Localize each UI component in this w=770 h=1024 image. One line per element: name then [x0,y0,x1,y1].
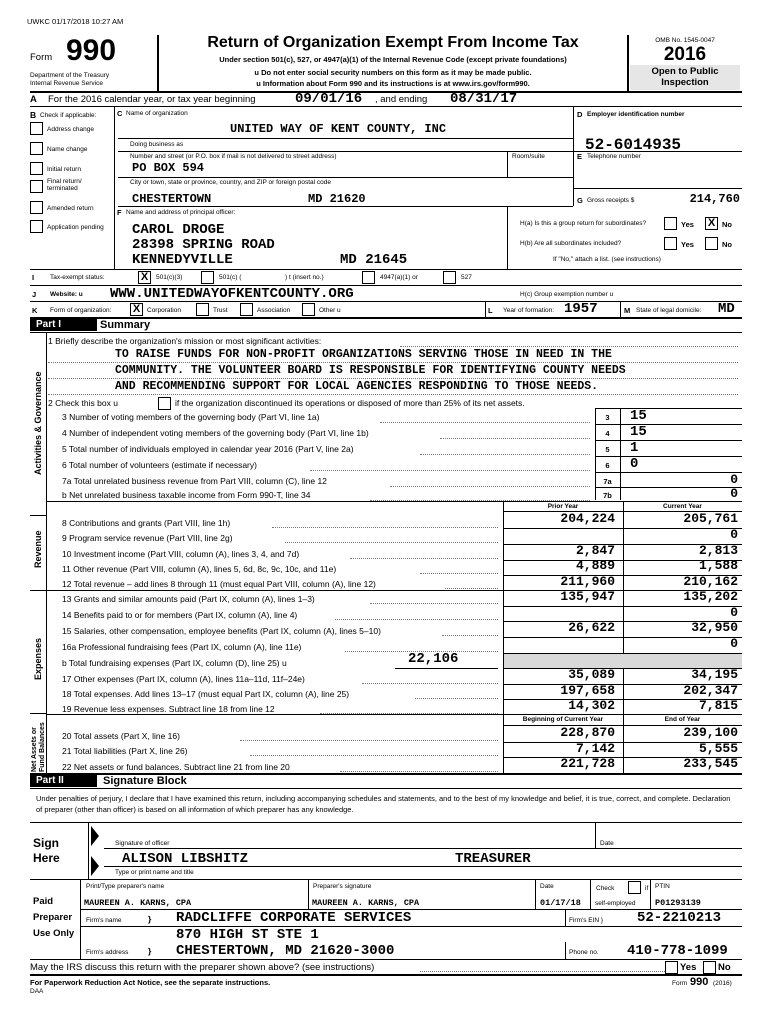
investment-income-prior[interactable]: 2,847 [575,543,615,558]
check-label: Check [596,885,615,892]
tax-year: 2016 [663,44,707,65]
check-address-change: Address change [47,126,94,133]
sig-date-label: Date [600,840,614,847]
firm-ein-label: Firm's EIN } [569,917,604,924]
total-assets-eoy[interactable]: 239,100 [683,725,738,740]
gov-line-5: 5 Total number of individuals employed in calendar year 2016 (Part V, line 2a) [62,444,354,454]
form-title: Return of Organization Exempt From Income Tax [207,34,579,51]
association-checkbox[interactable] [240,303,253,316]
discuss-no-checkbox[interactable] [703,961,716,974]
g-text: Gross receipts $ [587,197,635,204]
discuss-yes: Yes [680,962,697,973]
prep-name-label: Print/Type preparer's name [86,883,165,890]
check-final-return: Final return/ terminated [47,178,82,192]
gov-num-4: 4 [605,429,610,438]
sign-label: Sign [33,836,59,850]
check-name-change: Name change [47,146,88,153]
prep-sig-label: Preparer's signature [313,883,372,890]
rev-line-9: 9 Program service revenue (Part VIII, line 2g) [62,533,233,543]
other-label: Other u [319,307,341,314]
gov-line-3: 3 Number of voting members of the governing body (Part VI, line 1a) [62,412,320,422]
boy-header: Beginning of Current Year [522,716,604,723]
self-employed-checkbox[interactable] [628,881,641,894]
total-expenses-current[interactable]: 202,347 [683,683,738,698]
perjury-statement: Under penalties of perjury, I declare that I have examined this return, including accompanying schedules and statements, and to the best of my knowledge and belief, it is true, correct, and complete. Declaration of preparer (other than officer) is based on all information of which preparer has any knowledge. [36,794,731,814]
member-benefits-current[interactable]: 0 [730,605,738,620]
dept-treasury: Department of the Treasury [30,72,110,79]
officer-street[interactable]: 28398 SPRING ROAD [132,237,275,253]
exp-line-18: 18 Total expenses. Add lines 13–17 (must equal Part IX, column (A), line 25) [62,689,350,699]
side-net-assets-1: Net Assets or [31,727,38,772]
exp-line-19: 19 Revenue less expenses. Subtract line 18 from line 12 [62,704,275,714]
ha-no-checkbox[interactable]: X [705,217,718,230]
gov-line-7a: 7a Total unrelated business revenue from Part VIII, column (C), line 12 [62,476,327,486]
current-year-header: Current Year [663,503,702,510]
grants-paid-prior[interactable]: 135,947 [560,589,615,604]
corporation-checkbox[interactable]: X [130,303,143,316]
j-text: Website: u [50,291,83,298]
501c-label: 501(c) ( [219,274,242,281]
other-revenue-current[interactable]: 1,588 [698,558,738,573]
trust-checkbox[interactable] [196,303,209,316]
527-label: 527 [461,274,472,281]
form-word: Form [30,52,53,63]
preparer-name[interactable]: MAUREEN A. KARNS, CPA [84,898,192,908]
sign-arrow-icon [91,826,99,846]
net-line-22: 22 Net assets or fund balances. Subtract line 21 from line 20 [62,762,290,772]
officer-state-zip[interactable]: MD 21645 [340,252,408,268]
b-label: B [30,110,37,120]
preparer-ptin[interactable]: P01293139 [655,898,701,908]
revenue-less-expenses-prior[interactable]: 14,302 [568,698,615,713]
j-label: J [32,290,37,299]
fundraising-total[interactable]: 22,106 [408,651,459,667]
net-assets-eoy[interactable]: 233,545 [683,756,738,771]
exp-line-16a: 16a Professional fundraising fees (Part IX, column (A), line 11e) [62,642,302,652]
tax-year-begin[interactable]: 09/01/16 [295,91,363,107]
inspection: Inspection [661,77,709,88]
ha-yes: Yes [681,220,694,229]
501c3-label: 501(c)(3) [156,274,183,281]
exp-line-16b: b Total fundraising expenses (Part IX, column (D), line 25) u [62,658,287,668]
c-text: Name of organization [126,110,188,117]
officer-city[interactable]: KENNEDYVILLE [132,252,233,268]
ha-question: H(a) Is this a group return for subordinates? [520,220,647,227]
program-revenue-current[interactable]: 0 [730,527,738,542]
street-label: Number and street (or P.O. box if mail is not delivered to street address) [130,153,337,160]
contributions-prior[interactable]: 204,224 [560,511,615,526]
org-name[interactable]: UNITED WAY OF KENT COUNTY, INC [230,122,447,136]
line2-text-a: 2 Check this box u [48,398,118,408]
exp-line-14: 14 Benefits paid to or for members (Part IX, column (A), line 4) [62,610,298,620]
total-liabilities-boy[interactable]: 7,142 [575,741,615,756]
line-a-label: A [30,94,37,105]
rev-line-12: 12 Total revenue – add lines 8 through 11 (must equal Part VIII, column (A), line 12) [62,579,376,589]
firm-address-label: Firm's address [86,949,129,956]
address-bracket-icon: } [148,946,152,956]
501c3-checkbox[interactable]: X [138,271,151,284]
name-change-checkbox[interactable] [30,142,43,155]
check-initial-return: Initial return [47,166,81,173]
net-line-20: 20 Total assets (Part X, line 16) [62,731,180,741]
corporation-label: Corporation [147,307,181,314]
association-label: Association [257,307,291,314]
line-a-text: For the 2016 calendar year, or tax year beginning [48,94,256,105]
discuss-no: No [718,962,731,973]
side-expenses: Expenses [33,637,43,680]
rev-line-8: 8 Contributions and grants (Part VIII, line 1h) [62,518,231,528]
net-line-21: 21 Total liabilities (Part X, line 26) [62,746,188,756]
ha-yes-checkbox[interactable] [664,217,677,230]
gov-line-7b: b Net unrelated business taxable income from Form 990-T, line 34 [62,490,311,500]
final-return-checkbox[interactable] [30,180,43,193]
form-subtitle: Under section 501(c), 527, or 4947(a)(1) of the Internal Revenue Code (except private foundations) [219,55,567,64]
gov-num-7a: 7a [603,477,612,486]
salaries-current[interactable]: 32,950 [691,620,738,635]
omb-number: OMB No. 1545-0047 [655,37,715,44]
voting-members[interactable]: 15 [630,408,647,424]
g-label: G [577,196,583,205]
line1-text: 1 Briefly describe the organization's mission or most significant activities: [48,336,322,346]
k-text: Form of organization: [50,307,112,314]
dba-label: Doing business as [130,141,184,148]
info-note: u Information about Form 990 and its instructions is at www.irs.gov/form990. [256,79,530,88]
hb-no-checkbox[interactable] [705,237,718,250]
investment-income-current[interactable]: 2,813 [698,543,738,558]
grants-paid-current[interactable]: 135,202 [683,589,738,604]
insert-no-label: ) t (insert no.) [285,274,324,281]
total-liabilities-eoy[interactable]: 5,555 [698,741,738,756]
officer-name[interactable]: CAROL DROGE [132,222,225,238]
check-amended-return: Amended return [47,205,94,212]
side-revenue: Revenue [33,530,43,568]
org-street[interactable]: PO BOX 594 [132,161,205,175]
firm-name-label: Firm's name [86,917,122,924]
c-label: C [117,109,123,118]
gross-receipts[interactable]: 214,760 [689,192,740,206]
firm-ein[interactable]: 52-2210213 [637,910,722,926]
other-expenses-current[interactable]: 34,195 [691,667,738,682]
employees-count[interactable]: 1 [630,440,639,456]
name-arrow-icon [91,856,99,876]
mission-line-3: AND RECOMMENDING SUPPORT FOR LOCAL AGENCIES RESPONDING TO THOSE NEEDS. [115,380,599,393]
discuss-yes-checkbox[interactable] [665,961,678,974]
d-text: Employer identification number [587,111,685,118]
mission-line-1: TO RAISE FUNDS FOR NON-PROFIT ORGANIZATIONS SERVING THOSE IN NEED IN THE [115,348,612,361]
ssn-note: u Do not enter social security numbers on this form as it may be made public. [254,68,532,77]
side-net-assets-2: Fund Balances [39,722,46,772]
check-application-pending: Application pending [47,224,104,231]
part2-title: Signature Block [103,775,187,787]
exp-line-15: 15 Salaries, other compensation, employee benefits (Part IX, column (A), lines 5–10) [62,626,381,636]
line2-text-b: if the organization discontinued its operations or disposed of more than 25% of its net assets. [175,398,525,408]
firm-phone[interactable]: 410-778-1099 [627,943,728,959]
use-only-label: Use Only [33,928,75,939]
part1-label: Part I [30,318,97,331]
preparer-label: Preparer [33,912,73,923]
hb-no: No [722,240,732,249]
tax-year-end[interactable]: 08/31/17 [450,91,518,107]
i-label: I [32,273,35,282]
fundraising-fees-current[interactable]: 0 [730,636,738,651]
exp-line-17: 17 Other expenses (Part IX, column (A), lines 11a–11d, 11f–24e) [62,674,305,684]
total-expenses-prior[interactable]: 197,658 [560,683,615,698]
preparer-date[interactable]: 01/17/18 [540,898,581,908]
ein-value[interactable]: 52-6014935 [585,136,682,154]
part1-title: Summary [100,319,151,331]
i-text: Tax-exempt status: [50,274,105,281]
gov-num-6: 6 [605,461,610,470]
amended-return-checkbox[interactable] [30,201,43,214]
f-text: Name and address of principal officer: [126,209,236,216]
org-city[interactable]: CHESTERTOWN [132,192,212,206]
k-label: K [32,306,38,315]
footer-form-year: (2016) [713,980,732,987]
l-label: L [488,306,493,315]
salaries-prior[interactable]: 26,622 [568,620,615,635]
unrelated-taxable-income[interactable]: 0 [730,486,738,501]
total-assets-boy[interactable]: 228,870 [560,725,615,740]
rev-line-10: 10 Investment income (Part VIII, column (A), lines 3, 4, and 7d) [62,549,300,559]
gov-line-6: 6 Total number of volunteers (estimate if necessary) [62,460,257,470]
paid-label: Paid [33,896,54,907]
gov-num-3: 3 [605,413,610,422]
4947-checkbox[interactable] [362,271,375,284]
527-checkbox[interactable] [443,271,456,284]
officer-sig-label: Signature of officer [115,840,170,847]
phone-label: Phone no. [569,949,599,956]
initial-return-checkbox[interactable] [30,162,43,175]
other-expenses-prior[interactable]: 35,089 [568,667,615,682]
volunteers-count[interactable]: 0 [630,456,639,472]
ptin-label: PTIN [655,883,670,890]
firm-bracket-icon: } [148,914,152,924]
type-name-label: Type or print name and title [115,869,194,876]
website-value[interactable]: WWW.UNITEDWAYOFKENTCOUNTY.ORG [110,286,354,302]
org-state-zip[interactable]: MD 21620 [308,192,366,206]
ha-no: No [722,220,732,229]
hb-yes-checkbox[interactable] [664,237,677,250]
contributions-current[interactable]: 205,761 [683,511,738,526]
firm-address-2[interactable]: CHESTERTOWN, MD 21620-3000 [176,943,395,959]
footer-form-word: Form [672,980,688,987]
d-label: D [577,110,583,119]
h-note: If "No," attach a list. (see instructions) [553,256,661,263]
signer-name[interactable]: ALISON LIBSHITZ [122,851,249,867]
if-label: if [645,885,649,892]
prep-date-label: Date [540,883,554,890]
gov-num-5: 5 [605,445,610,454]
footer-form-number: 990 [690,976,709,988]
gov-line-4: 4 Number of independent voting members of the governing body (Part VI, line 1b) [62,428,369,438]
here-label: Here [33,851,60,865]
daa-label: DAA [30,988,44,995]
hb-question: H(b) Are all subordinates included? [520,240,622,247]
firm-name[interactable]: RADCLIFFE CORPORATE SERVICES [176,910,412,926]
irs-label: Internal Revenue Service [30,80,103,87]
paperwork-notice: For Paperwork Reduction Act Notice, see the separate instructions. [30,978,271,987]
discontinued-checkbox[interactable] [158,397,171,410]
discuss-question: May the IRS discuss this return with the preparer shown above? (see instructions) [30,962,375,973]
other-revenue-prior[interactable]: 4,889 [575,558,615,573]
f-label: F [117,208,122,217]
year-formation[interactable]: 1957 [564,301,598,317]
e-label: E [577,152,583,161]
net-assets-boy[interactable]: 221,728 [560,756,615,771]
eoy-header: End of Year [664,716,701,723]
revenue-less-expenses-current[interactable]: 7,815 [698,698,738,713]
part2-label: Part II [30,774,97,787]
501c-checkbox[interactable] [201,271,214,284]
hb-yes: Yes [681,240,694,249]
gov-num-7b: 7b [603,491,612,500]
other-checkbox[interactable] [302,303,315,316]
print-stamp: UWKC 01/17/2018 10:27 AM [27,17,124,26]
application-pending-checkbox[interactable] [30,220,43,233]
state-domicile[interactable]: MD [718,301,735,317]
room-label: Room/suite [512,153,545,160]
preparer-signature[interactable]: MAUREEN A. KARNS, CPA [312,898,420,908]
self-employed-label: self-employed [595,900,636,907]
exp-line-13: 13 Grants and similar amounts paid (Part IX, column (A), lines 1–3) [62,594,315,604]
open-public: Open to Public [651,66,719,77]
and-ending: , and ending [375,94,428,105]
mission-line-2: COMMUNITY. THE VOLUNTEER BOARD IS RESPONSIBLE FOR IDENTIFYING COUNTY NEEDS [115,364,626,377]
4947-label: 4947(a)(1) or [380,274,418,281]
firm-address-1[interactable]: 870 HIGH ST STE 1 [176,927,319,943]
form-number: 990 [66,34,117,67]
l-text: Year of formation: [503,307,555,314]
total-revenue-current[interactable]: 210,162 [683,574,738,589]
signer-title[interactable]: TREASURER [455,851,531,867]
independent-members[interactable]: 15 [630,424,647,440]
m-label: M [624,306,631,315]
prior-year-header: Prior Year [547,503,579,510]
rev-line-11: 11 Other revenue (Part VIII, column (A), lines 5, 6d, 8c, 9c, 10c, and 11e) [62,564,337,574]
total-revenue-prior[interactable]: 211,960 [560,574,615,589]
city-label: City or town, state or province, country, and ZIP or foreign postal code [130,179,331,186]
unrelated-revenue[interactable]: 0 [730,472,738,487]
m-text: State of legal domicile: [636,307,702,314]
b-text: Check if applicable: [40,112,97,119]
address-change-checkbox[interactable] [30,122,43,135]
hc-label: H(c) Group exemption number u [520,291,614,298]
trust-label: Trust [213,307,228,314]
e-text: Telephone number [587,153,641,160]
side-activities-governance: Activities & Governance [33,371,43,475]
